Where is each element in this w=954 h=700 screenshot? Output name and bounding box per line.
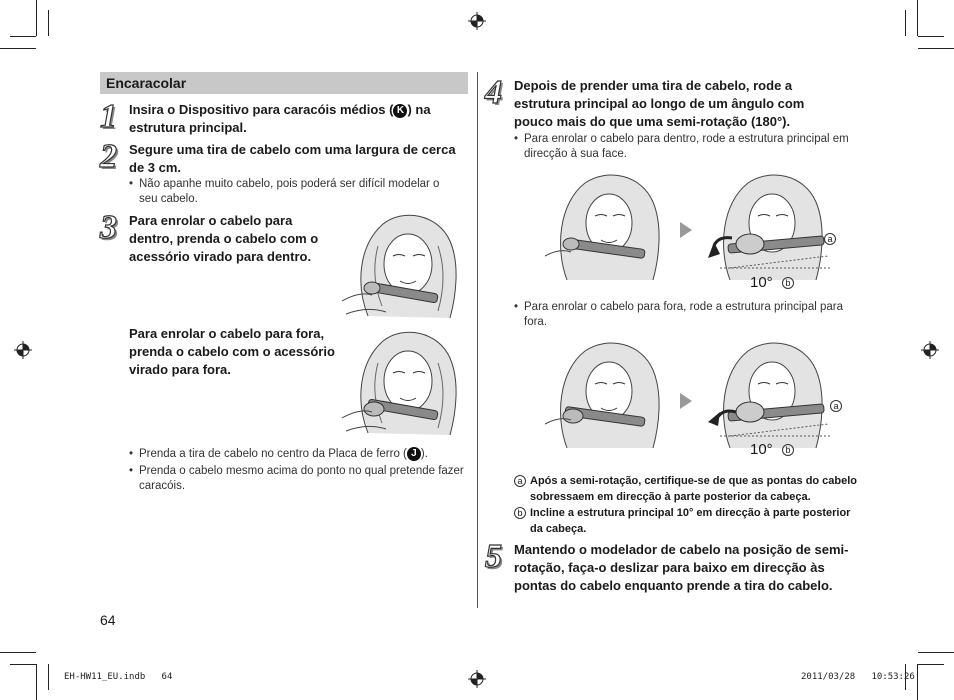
step-1-text-b: ) na estrutura principal. [129, 102, 431, 135]
step-number: 3 [100, 209, 117, 246]
registration-mark-icon [468, 12, 486, 30]
crop-mark [0, 48, 36, 49]
registration-mark-icon [468, 670, 486, 688]
step-number: 2 [100, 138, 117, 175]
crop-mark [918, 664, 944, 665]
step-5-text: Mantendo o modelador de cabelo na posição de semi-rotação, faça-o deslizar para baixo em direcção às pontas do cabelo enquanto prende a tira do cabelo. [514, 542, 849, 593]
label-b-marker: b [782, 444, 794, 456]
crop-mark [0, 652, 36, 653]
step-number: 1 [100, 98, 117, 135]
crop-mark [917, 664, 918, 700]
label-a-marker: a [824, 233, 836, 245]
step-number: 5 [485, 538, 502, 575]
label-a-marker: a [830, 400, 842, 412]
footer-file: EH-HW11_EU.indb 64 [64, 672, 173, 682]
curl-inward-illustration [338, 206, 464, 324]
crop-mark [48, 664, 49, 690]
footer-date: 2011/03/28 10:53:26 [801, 672, 915, 682]
section-title: Encaracolar [100, 72, 468, 94]
step-3-bullet-1-a: Prenda a tira de cabelo no centro da Placa de ferro ( [139, 448, 407, 461]
crop-mark [905, 10, 906, 36]
attachment-k-icon: K [393, 104, 407, 118]
angle-label: 10° [750, 441, 773, 458]
step-2-bullet: • Não apanhe muito cabelo, pois poderá ser difícil modelar o seu cabelo. [129, 177, 459, 207]
note-a-text: Após a semi-rotação, certifique-se de que as pontas do cabelo sobressaem em direcção à parte posterior da cabeça. [530, 475, 858, 503]
label-b-marker: b [782, 277, 794, 289]
rotate-outward-before-illustration [545, 336, 665, 451]
step-3-bullet-2: • Prenda o cabelo mesmo acima do ponto no qual pretende fazer caracóis. [129, 464, 464, 494]
step-2-text: Segure uma tira de cabelo com uma largura de cerca de 3 cm. [129, 142, 456, 175]
step-3-bullet-1-b: ). [420, 448, 428, 461]
step-3-bullet-1 [129, 447, 469, 462]
note-b-text: Incline a estrutura principal 10° em direcção à parte posterior da cabeça. [530, 507, 851, 535]
note-b [514, 505, 859, 537]
step-4-bullet-in: • Para enrolar o cabelo para dentro, rode a estrutura principal em direcção à sua face. [514, 132, 854, 162]
column-divider [477, 72, 478, 608]
step-number: 4 [485, 74, 502, 111]
step-3-text-in: Para enrolar o cabelo para dentro, prenda o cabelo com o acessório virado para dentro. [129, 213, 319, 264]
crop-mark [918, 652, 954, 653]
page-number: 64 [100, 612, 116, 628]
crop-mark [10, 36, 36, 37]
angle-label: 10° [750, 274, 773, 291]
note-a [514, 473, 859, 505]
label-b-marker: b [514, 507, 526, 519]
crop-mark [10, 664, 36, 665]
step-3-text-out: Para enrolar o cabelo para fora, prenda o cabelo com o acessório virado para fora. [129, 326, 335, 377]
crop-mark [36, 0, 37, 36]
arrow-right-icon [680, 222, 692, 238]
step-4-text: Depois de prender uma tira de cabelo, rode a estrutura principal ao longo de um ângulo com pouco mais do que uma semi-rotação (180°). [514, 78, 805, 129]
step-1-text [129, 101, 469, 137]
curl-outward-illustration [338, 323, 464, 441]
iron-plate-j-icon: J [407, 447, 421, 461]
step-1-text-a: Insira o Dispositivo para caracóis médios ( [129, 102, 394, 117]
crop-mark [918, 36, 944, 37]
step-4-bullet-out: • Para enrolar o cabelo para fora, rode a estrutura principal para fora. [514, 300, 854, 330]
arrow-right-icon [680, 393, 692, 409]
crop-mark [917, 0, 918, 36]
registration-mark-icon [14, 341, 32, 359]
crop-mark [918, 48, 954, 49]
label-a-marker: a [514, 475, 526, 487]
crop-mark [36, 664, 37, 700]
rotate-inward-before-illustration [545, 168, 665, 283]
crop-mark [48, 10, 49, 36]
registration-mark-icon [921, 341, 939, 359]
